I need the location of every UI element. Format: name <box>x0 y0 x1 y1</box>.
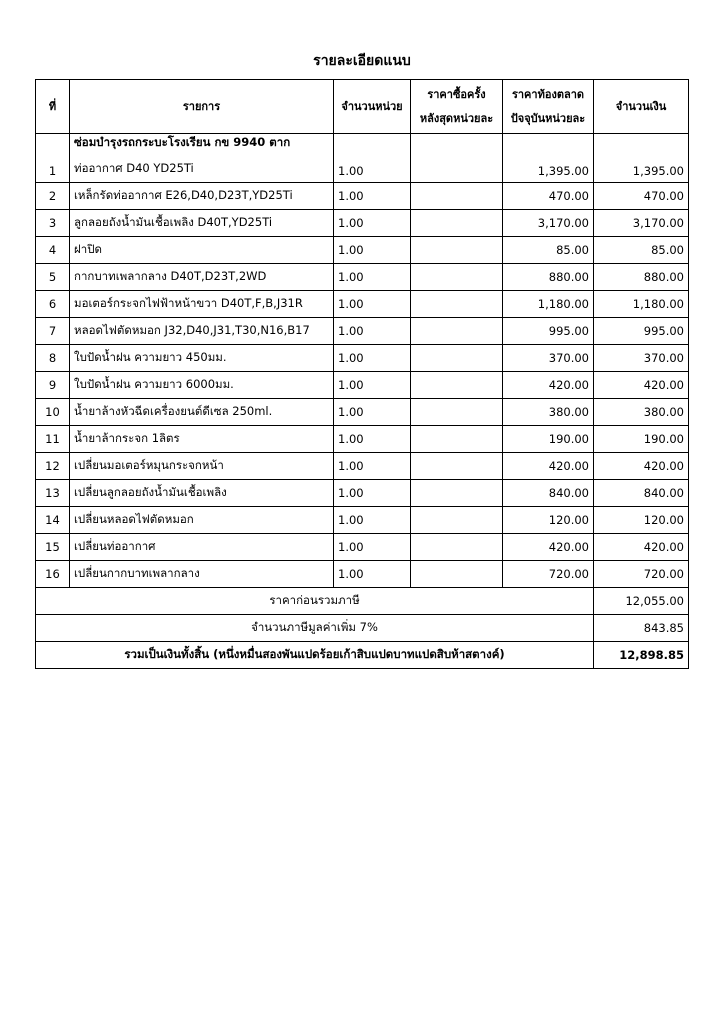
table-header-row <box>36 80 689 134</box>
row-number: 4 <box>36 237 70 264</box>
row-market-price: 1,180.00 <box>503 291 594 318</box>
row-amount: 85.00 <box>594 237 689 264</box>
row-market-price: 420.00 <box>503 534 594 561</box>
total-value: 12,898.85 <box>594 642 689 669</box>
header-last-price-line-2: หลังสุดหน่วยละ <box>419 111 494 125</box>
row-qty: 1.00 <box>334 291 411 318</box>
row-item: เปลี่ยนท่ออากาศ <box>70 534 334 561</box>
row-amount: 720.00 <box>594 561 689 588</box>
row-market-price: 840.00 <box>503 480 594 507</box>
row-qty: 1.00 <box>334 480 411 507</box>
table-row <box>36 134 689 183</box>
row-item: หลอดไฟตัดหมอก J32,D40,J31,T30,N16,B17 <box>70 318 334 345</box>
row-qty: 1.00 <box>334 399 411 426</box>
row-item: กากบาทเพลากลาง D40T,D23T,2WD <box>70 264 334 291</box>
header-qty: จำนวนหน่วย <box>334 80 411 134</box>
row-qty: 1.00 <box>334 426 411 453</box>
row-qty: 1.00 <box>334 453 411 480</box>
row-last-price <box>411 210 503 237</box>
row-market-price: 995.00 <box>503 318 594 345</box>
row-last-price <box>411 237 503 264</box>
row-last-price <box>411 291 503 318</box>
row-market-price: 85.00 <box>503 237 594 264</box>
header-market-price-line-1: ราคาท้องตลาด <box>511 87 585 101</box>
subtotal-value: 12,055.00 <box>594 588 689 615</box>
header-amount: จำนวนเงิน <box>594 80 689 134</box>
row-last-price <box>411 453 503 480</box>
vat-value: 843.85 <box>594 615 689 642</box>
row-qty: 1.00 <box>334 507 411 534</box>
row-last-price <box>411 183 503 210</box>
row-amount: 840.00 <box>594 480 689 507</box>
row-amount: 3,170.00 <box>594 210 689 237</box>
row-amount: 1,180.00 <box>594 291 689 318</box>
row-qty: 1.00 <box>334 534 411 561</box>
table-row <box>36 480 689 507</box>
row-amount: 120.00 <box>594 507 689 534</box>
row-number: 13 <box>36 480 70 507</box>
row-number: 8 <box>36 345 70 372</box>
row-last-price <box>411 534 503 561</box>
total-label: รวมเป็นเงินทั้งสิ้น (หนึ่งหมื่นสองพันแปดร้อยเก้าสิบแปดบาทแปดสิบห้าสตางค์) <box>36 642 594 669</box>
vat-label: จำนวนภาษีมูลค่าเพิ่ม 7% <box>36 615 594 642</box>
row-qty: 1.00 <box>334 210 411 237</box>
row-number: 1 <box>36 134 70 183</box>
row-item <box>70 134 334 183</box>
row-market-price: 120.00 <box>503 507 594 534</box>
row-item: ลูกลอยถังน้ำมันเชื้อเพลิง D40T,YD25Ti <box>70 210 334 237</box>
row-amount: 995.00 <box>594 318 689 345</box>
row-number: 3 <box>36 210 70 237</box>
row-item: ใบปัดน้ำฝน ความยาว 6000มม. <box>70 372 334 399</box>
row-amount: 380.00 <box>594 399 689 426</box>
row-amount: 1,395.00 <box>594 134 689 183</box>
row-number: 5 <box>36 264 70 291</box>
table-row <box>36 183 689 210</box>
row-last-price <box>411 134 503 183</box>
row-market-price: 190.00 <box>503 426 594 453</box>
row-number: 15 <box>36 534 70 561</box>
row-amount: 370.00 <box>594 345 689 372</box>
row-qty: 1.00 <box>334 264 411 291</box>
header-no: ที่ <box>36 80 70 134</box>
row-item: ฝาปิด <box>70 237 334 264</box>
row-number: 12 <box>36 453 70 480</box>
header-market-price-line-2: ปัจจุบันหน่วยละ <box>510 111 586 125</box>
row-qty: 1.00 <box>334 345 411 372</box>
row-amount: 420.00 <box>594 372 689 399</box>
row-amount: 190.00 <box>594 426 689 453</box>
row-amount: 420.00 <box>594 453 689 480</box>
row-number: 14 <box>36 507 70 534</box>
row-qty: 1.00 <box>334 561 411 588</box>
row-item: เปลี่ยนกากบาทเพลากลาง <box>70 561 334 588</box>
row-market-price: 420.00 <box>503 372 594 399</box>
table-row <box>36 318 689 345</box>
row-item: มอเตอร์กระจกไฟฟ้าหน้าขวา D40T,F,B,J31R <box>70 291 334 318</box>
row-qty: 1.00 <box>334 183 411 210</box>
row-number: 7 <box>36 318 70 345</box>
row-last-price <box>411 372 503 399</box>
page-title: รายละเอียดแนบ <box>313 53 411 69</box>
total-row <box>36 642 689 669</box>
row-item: น้ำยาล้ากระจก 1ลิตร <box>70 426 334 453</box>
row-last-price <box>411 264 503 291</box>
row-number: 9 <box>36 372 70 399</box>
table-row <box>36 237 689 264</box>
row-market-price: 380.00 <box>503 399 594 426</box>
row-last-price <box>411 426 503 453</box>
row-number: 10 <box>36 399 70 426</box>
row-number: 2 <box>36 183 70 210</box>
row-number: 16 <box>36 561 70 588</box>
row-number: 11 <box>36 426 70 453</box>
row-market-price: 370.00 <box>503 345 594 372</box>
row-amount: 470.00 <box>594 183 689 210</box>
row-item: เปลี่ยนมอเตอร์หมุนกระจกหน้า <box>70 453 334 480</box>
table-row <box>36 372 689 399</box>
row-item: น้ำยาล้างหัวฉีดเครื่องยนต์ดีเซล 250ml. <box>70 399 334 426</box>
subtotal-label: ราคาก่อนรวมภาษี <box>36 588 594 615</box>
row-last-price <box>411 318 503 345</box>
row-last-price <box>411 399 503 426</box>
table-row <box>36 264 689 291</box>
row-market-price: 470.00 <box>503 183 594 210</box>
row-qty: 1.00 <box>334 372 411 399</box>
row-qty: 1.00 <box>334 237 411 264</box>
table-row <box>36 534 689 561</box>
table-row <box>36 561 689 588</box>
row-number: 6 <box>36 291 70 318</box>
row-item: เหล็กรัดท่ออากาศ E26,D40,D23T,YD25Ti <box>70 183 334 210</box>
subtotal-row <box>36 588 689 615</box>
row-market-price: 720.00 <box>503 561 594 588</box>
row-item-text: ท่ออากาศ D40 YD25Ti <box>74 161 194 175</box>
vat-row <box>36 615 689 642</box>
row-market-price: 3,170.00 <box>503 210 594 237</box>
table-row <box>36 291 689 318</box>
row-market-price: 420.00 <box>503 453 594 480</box>
table-row <box>36 399 689 426</box>
table-summary <box>36 588 689 669</box>
table-row <box>36 507 689 534</box>
row-last-price <box>411 480 503 507</box>
row-market-price: 1,395.00 <box>503 134 594 183</box>
table-row <box>36 210 689 237</box>
row-qty: 1.00 <box>334 318 411 345</box>
row-last-price <box>411 561 503 588</box>
row-last-price <box>411 345 503 372</box>
row-item: ใบปัดน้ำฝน ความยาว 450มม. <box>70 345 334 372</box>
header-last-price-line-1: ราคาซื้อครั้ง <box>427 87 486 101</box>
row-amount: 420.00 <box>594 534 689 561</box>
header-last-price <box>411 80 503 134</box>
row-item: เปลี่ยนหลอดไฟตัดหมอก <box>70 507 334 534</box>
row-qty: 1.00 <box>334 134 411 183</box>
header-item: รายการ <box>70 80 334 134</box>
table-row <box>36 453 689 480</box>
section-title: ซ่อมบำรุงรถกระบะโรงเรียน กข 9940 ตาก <box>74 135 291 149</box>
row-market-price: 880.00 <box>503 264 594 291</box>
table-body <box>36 134 689 588</box>
table-row <box>36 426 689 453</box>
row-amount: 880.00 <box>594 264 689 291</box>
detail-table <box>35 79 689 669</box>
header-market-price <box>503 80 594 134</box>
row-item: เปลี่ยนลูกลอยถังน้ำมันเชื้อเพลิง <box>70 480 334 507</box>
table-row <box>36 345 689 372</box>
row-last-price <box>411 507 503 534</box>
